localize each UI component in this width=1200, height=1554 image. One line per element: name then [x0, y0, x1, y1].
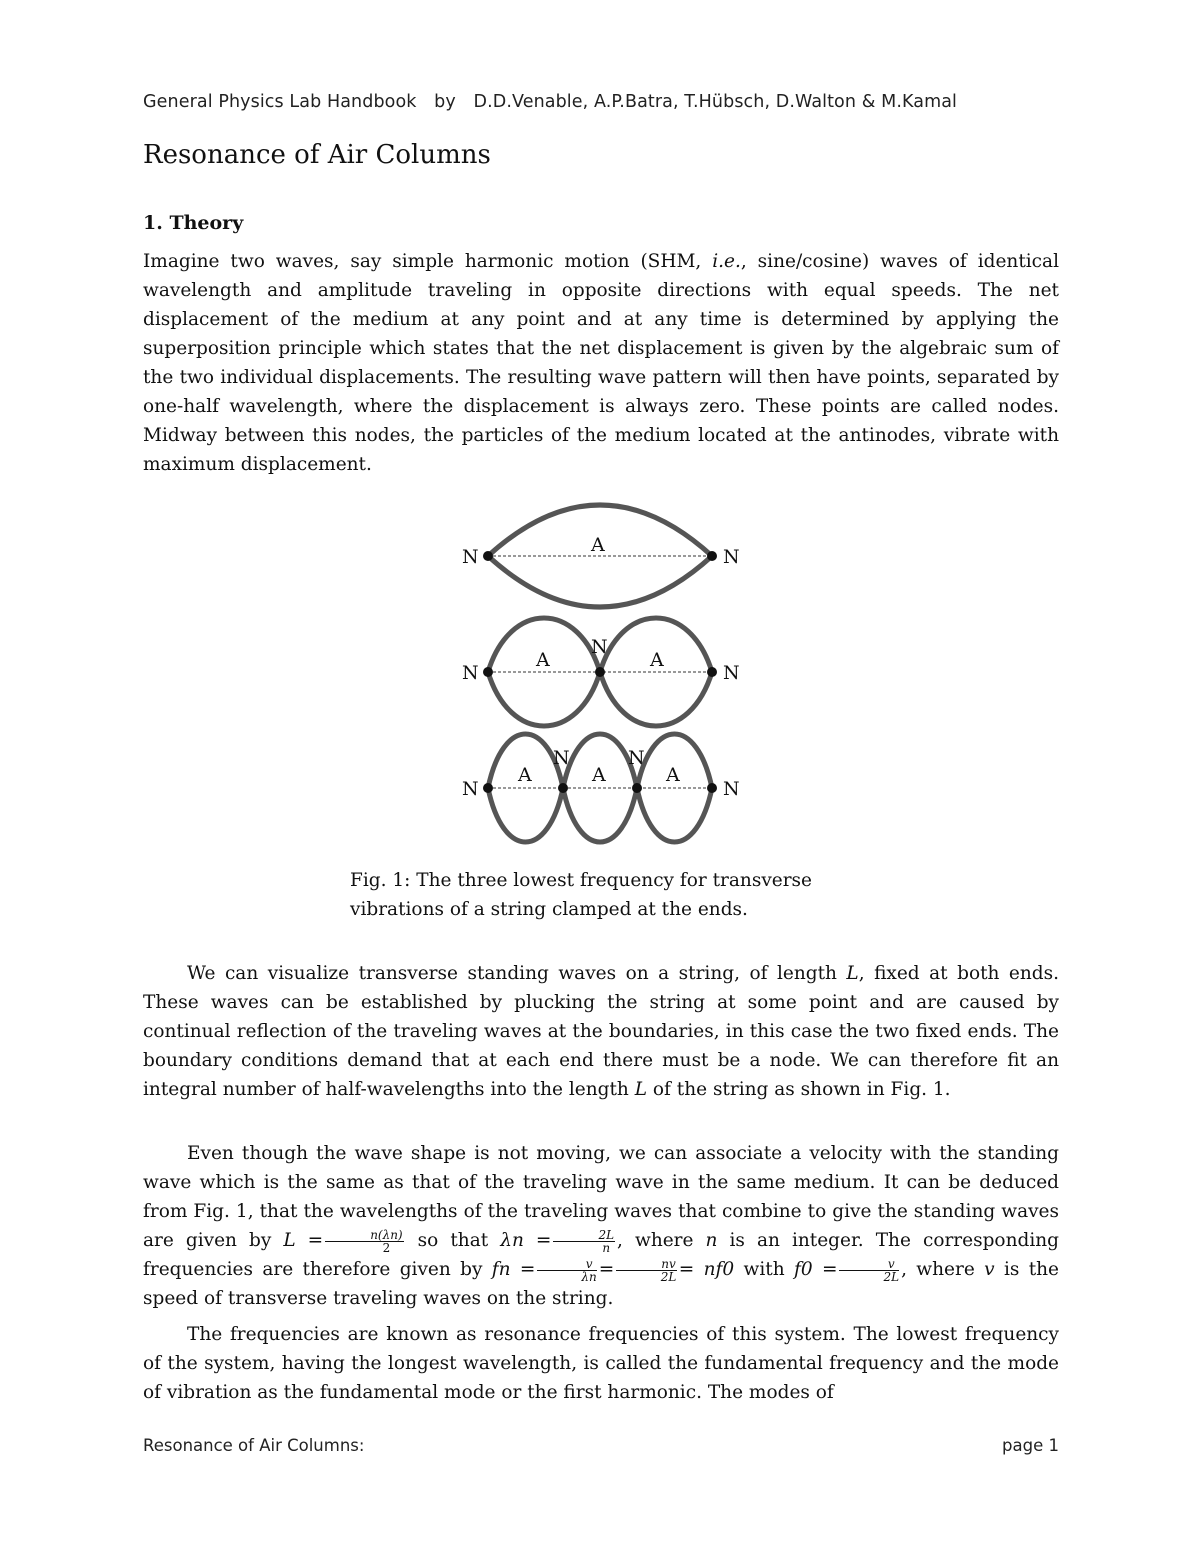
paragraph-string-waves	[143, 959, 1059, 1104]
node-label: N	[723, 662, 740, 684]
mode-1	[462, 505, 740, 607]
node-dot	[707, 667, 717, 677]
text-run: with	[734, 1259, 794, 1280]
equation-part: L =	[283, 1230, 324, 1251]
footer-title: Resonance of Air Columns:	[143, 1436, 365, 1455]
text-run: We can visualize transverse standing waves on a string, of length	[187, 963, 847, 984]
fraction-denominator: 2L	[883, 1269, 900, 1284]
fraction	[325, 1229, 403, 1254]
section-number: 1.	[143, 212, 163, 234]
math-var: L	[846, 963, 859, 984]
caption-line: vibrations of a string clamped at the ends.	[350, 899, 748, 920]
math-var: n	[705, 1230, 718, 1251]
standing-wave-figure	[450, 500, 750, 845]
paragraph-theory-intro	[143, 247, 1059, 479]
fraction-denominator: λn	[581, 1269, 597, 1284]
section-heading	[143, 212, 243, 234]
node-label: N	[462, 662, 479, 684]
section-title: Theory	[169, 212, 244, 234]
text-run: is an integer. The corresponding frequencies are therefore given by	[143, 1230, 1059, 1280]
node-label: N	[591, 636, 608, 658]
page-title: Resonance of Air Columns	[143, 140, 491, 170]
antinode-label: A	[591, 534, 605, 556]
running-header	[143, 92, 1063, 112]
fraction-denominator: 2	[382, 1240, 391, 1255]
page-footer	[143, 1436, 1059, 1455]
equation-part: f0 =	[793, 1259, 838, 1280]
node-dot	[483, 551, 493, 561]
node-label: N	[628, 747, 645, 769]
fraction-numerator: 2L	[553, 1229, 615, 1242]
text-run: , where	[901, 1259, 985, 1280]
fraction	[616, 1258, 677, 1283]
math-var: v	[984, 1259, 995, 1280]
text-run: , where	[617, 1230, 706, 1251]
equation-part: = nf0	[678, 1259, 735, 1280]
node-dot	[707, 783, 717, 793]
paragraph-resonance: The frequencies are known as resonance frequencies of this system. The lowest frequency of the system, having the longest wavelength, is called the fundamental frequency and the mode of vibration as the fundamental mode or the first harmonic. The modes of	[143, 1324, 1059, 1403]
node-dot	[595, 667, 605, 677]
fraction	[537, 1258, 596, 1283]
node-label: N	[553, 747, 570, 769]
page-number: page 1	[1002, 1436, 1059, 1455]
antinode-label: A	[518, 764, 532, 786]
fraction-numerator: v	[537, 1258, 596, 1271]
node-label: N	[462, 546, 479, 568]
text-run: Even though the wave shape is not moving, we can associate a velocity with the standing wave which is the same as that of the traveling wave in the same medium. It can be deduced from Fig. 1, that the wavelengths of the traveling waves that combine to give the standing waves are given by	[143, 1143, 1059, 1251]
text-run: , fixed at both ends. These waves can be established by plucking the string at some point and are caused by continual reflection of the traveling waves at the boundaries, in this case the two fixed ends. The boundary conditions demand that at each end there must be a node. We can therefore fit an integral number of half-wavelengths into the length	[143, 963, 1060, 1100]
text-run: is the speed of transverse traveling waves on the string.	[143, 1259, 1059, 1309]
text-run: , sine/cosine) waves of identical wavelength and amplitude traveling in opposite directions with equal speeds. The net displacement of the medium at any point and at any time is determined by applying the superposition principle which states that the net displacement is given by the algebraic sum of the two individual displacements. The resulting wave pattern will then have points, separated by one-half wavelength, where the displacement is always zero. These points are called nodes. Midway between this nodes, the particles of the medium located at the antinodes, vibrate with maximum displacement.	[143, 251, 1059, 475]
equation-part: λn =	[500, 1230, 552, 1251]
antinode-label: A	[650, 649, 664, 671]
mode-2	[462, 618, 740, 726]
node-label: N	[723, 546, 740, 568]
caption-line: Fig. 1: The three lowest frequency for transverse	[350, 870, 813, 891]
fraction-denominator: 2L	[660, 1269, 677, 1284]
antinode-label: A	[666, 764, 680, 786]
node-dot	[558, 783, 568, 793]
italic-ie: i.e.	[712, 251, 741, 272]
fraction	[553, 1229, 615, 1254]
equation-part: =	[598, 1259, 615, 1280]
fraction-denominator: n	[602, 1240, 611, 1255]
text-run: Imagine two waves, say simple harmonic motion (SHM,	[143, 251, 713, 272]
equation-part: fn =	[491, 1259, 536, 1280]
mode-3	[462, 734, 740, 842]
node-dot	[632, 783, 642, 793]
standing-wave-diagram	[450, 500, 750, 845]
fraction-numerator: v	[839, 1258, 899, 1271]
node-dot	[707, 551, 717, 561]
fraction-numerator: nv	[616, 1258, 677, 1271]
paragraph-wavelength-frequency	[143, 1139, 1059, 1313]
math-var: L	[634, 1079, 648, 1100]
book-title: General Physics Lab Handbook	[143, 92, 417, 112]
node-label: N	[723, 778, 740, 800]
antinode-label: A	[592, 764, 606, 786]
fraction-numerator: n(λn)	[325, 1229, 403, 1242]
node-dot	[483, 783, 493, 793]
authors: D.D.Venable, A.P.Batra, T.Hübsch, D.Walton & M.Kamal	[473, 92, 958, 112]
text-run: so that	[405, 1230, 501, 1251]
by-word: by	[434, 92, 456, 112]
node-dot	[483, 667, 493, 677]
figure-caption	[350, 866, 870, 924]
node-label: N	[462, 778, 479, 800]
antinode-label: A	[536, 649, 550, 671]
fraction	[839, 1258, 899, 1283]
text-run: of the string as shown in Fig. 1.	[647, 1079, 951, 1100]
